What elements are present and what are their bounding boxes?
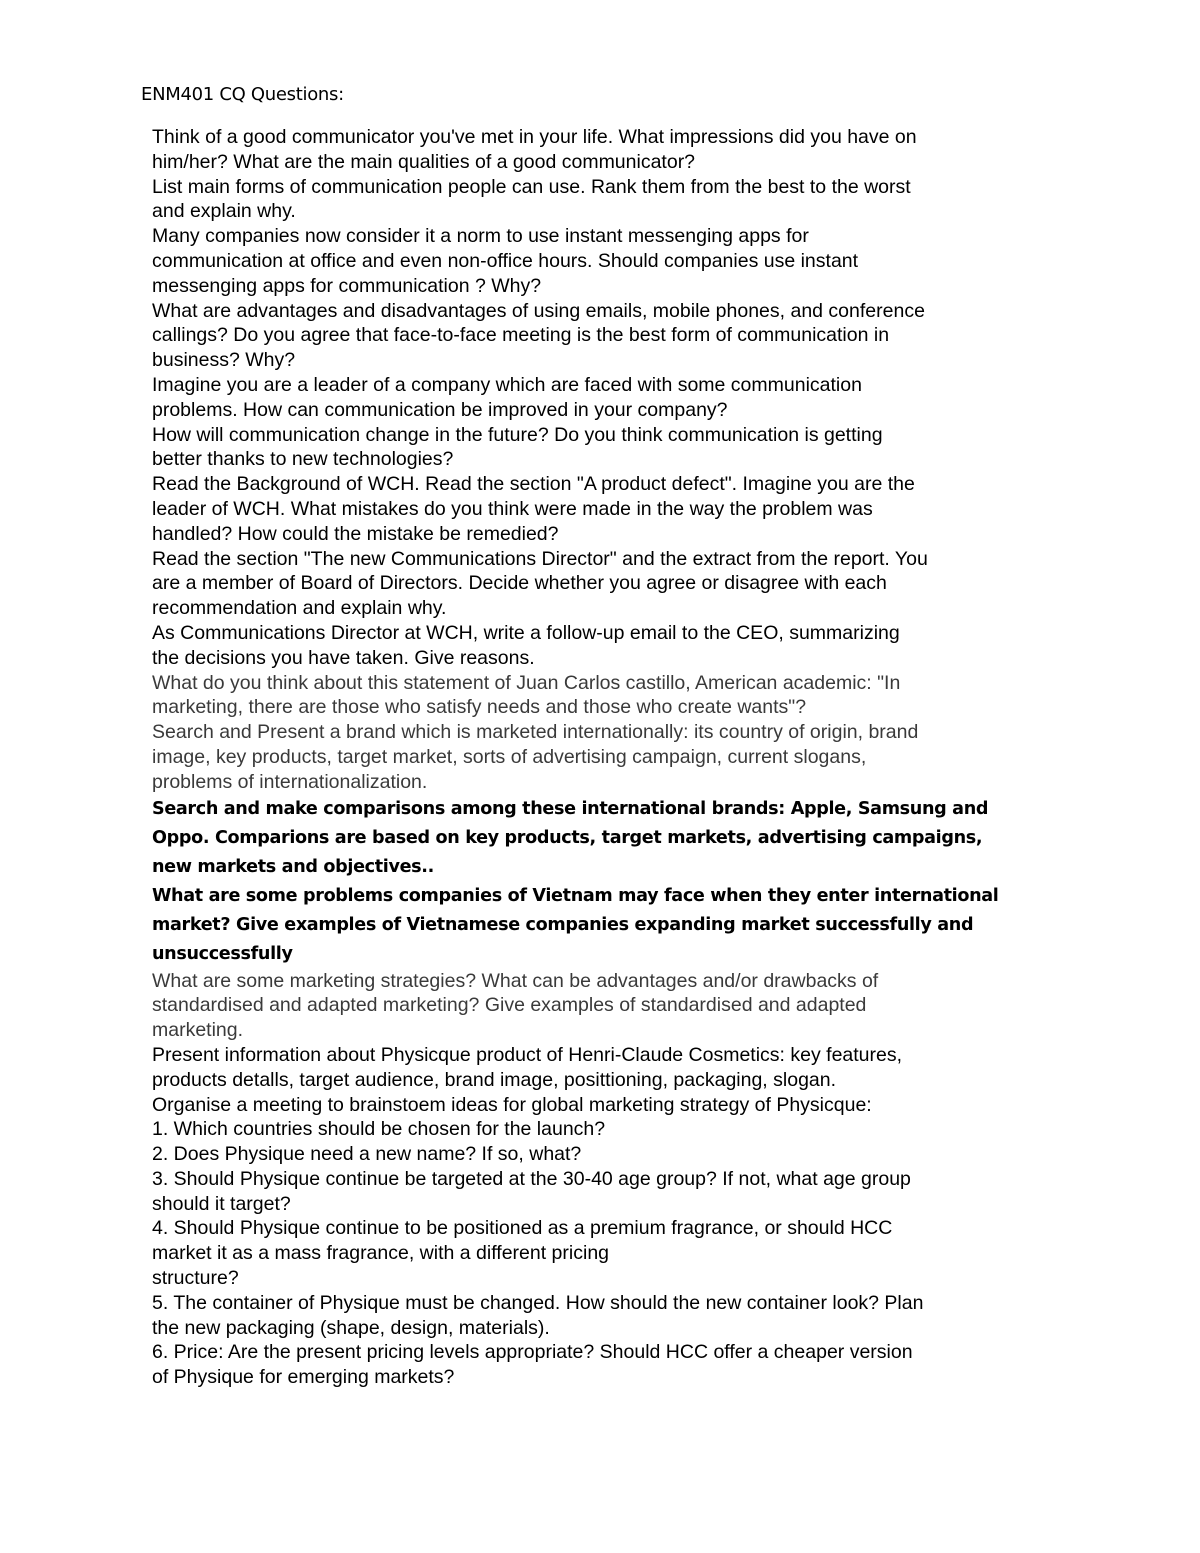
question-line: messenging apps for communication ? Why? [152,274,542,297]
question-line: callings? Do you agree that face-to-face meeting is the best form of communication in [152,324,890,347]
question-line: Imagine you are a leader of a company which are faced with some communication [152,373,862,396]
question-line: handled? How could the mistake be remedied? [152,522,559,545]
question-line: business? Why? [152,349,296,372]
question-line: 1. Which countries should be chosen for the launch? [152,1118,606,1141]
document-title: ENM401 CQ Questions: [141,84,344,105]
question-line: What are advantages and disadvantages of using emails, mobile phones, and conference [152,299,925,322]
question-line: 2. Does Physique need a new name? If so, what? [152,1143,582,1166]
question-line: marketing, there are those who satisfy needs and those who create wants"? [152,696,807,719]
question-line: communication at office and even non-office hours. Should companies use instant [152,249,859,272]
question-line: should it target? [152,1192,291,1215]
question-line: him/her? What are the main qualities of a good communicator? [152,150,696,173]
question-line: As Communications Director at WCH, write a follow-up email to the CEO, summarizing [152,621,900,644]
question-line: How will communication change in the future? Do you think communication is getting [152,423,883,446]
question-line: of Physique for emerging markets? [152,1366,455,1389]
question-line: Search and make comparisons among these international brands: Apple, Samsung and [152,798,989,819]
question-line: Oppo. Comparions are based on key products, target markets, advertising campaigns, [152,827,983,848]
question-line: recommendation and explain why. [152,597,447,620]
question-line: What are some marketing strategies? What can be advantages and/or drawbacks of [152,969,879,992]
question-line: and explain why. [152,200,296,223]
question-line: problems. How can communication be improved in your company? [152,398,728,421]
question-line: 3. Should Physique continue be targeted at the 30-40 age group? If not, what age group [152,1167,911,1190]
question-line: problems of internationalization. [152,770,428,793]
question-line: What do you think about this statement of Juan Carlos castillo, American academic: "In [152,671,901,694]
question-line: Read the section "The new Communications Director" and the extract from the report. You [152,547,928,570]
question-line: Many companies now consider it a norm to use instant messenging apps for [152,225,809,248]
question-line: Present information about Physicque product of Henri-Claude Cosmetics: key features, [152,1043,903,1066]
question-line: marketing. [152,1019,244,1042]
question-line: 5. The container of Physique must be changed. How should the new container look? Plan [152,1291,924,1314]
question-line: new markets and objectives.. [152,856,434,877]
question-line: Search and Present a brand which is marketed internationally: its country of origin, brand [152,721,919,744]
question-line: the decisions you have taken. Give reasons. [152,646,535,669]
question-line: market it as a mass fragrance, with a different pricing [152,1242,610,1265]
question-line: the new packaging (shape, design, materials). [152,1316,550,1339]
question-line: leader of WCH. What mistakes do you think were made in the way the problem was [152,497,873,520]
question-line: 6. Price: Are the present pricing levels appropriate? Should HCC offer a cheaper version [152,1341,913,1364]
question-line: market? Give examples of Vietnamese companies expanding market successfully and [152,914,974,935]
question-line: Read the Background of WCH. Read the section "A product defect". Imagine you are the [152,473,915,496]
question-line: What are some problems companies of Vietnam may face when they enter international [152,885,999,906]
question-line: List main forms of communication people can use. Rank them from the best to the worst [152,175,911,198]
question-line: are a member of Board of Directors. Decide whether you agree or disagree with each [152,572,887,595]
question-line: structure? [152,1267,239,1290]
question-list [152,125,1027,1390]
question-line: Think of a good communicator you've met in your life. What impressions did you have on [152,126,917,148]
question-line: Organise a meeting to brainstoem ideas for global marketing strategy of Physicque: [152,1093,872,1116]
question-line: standardised and adapted marketing? Give examples of standardised and adapted [152,994,867,1017]
question-line: products detalls, target audience, brand image, posittioning, packaging, slogan. [152,1068,837,1091]
question-line: 4. Should Physique continue to be positioned as a premium fragrance, or should HCC [152,1217,893,1240]
question-line: better thanks to new technologies? [152,448,454,471]
question-line: unsuccessfully [152,943,293,964]
question-line: image, key products, target market, sorts of advertising campaign, current slogans, [152,745,867,768]
